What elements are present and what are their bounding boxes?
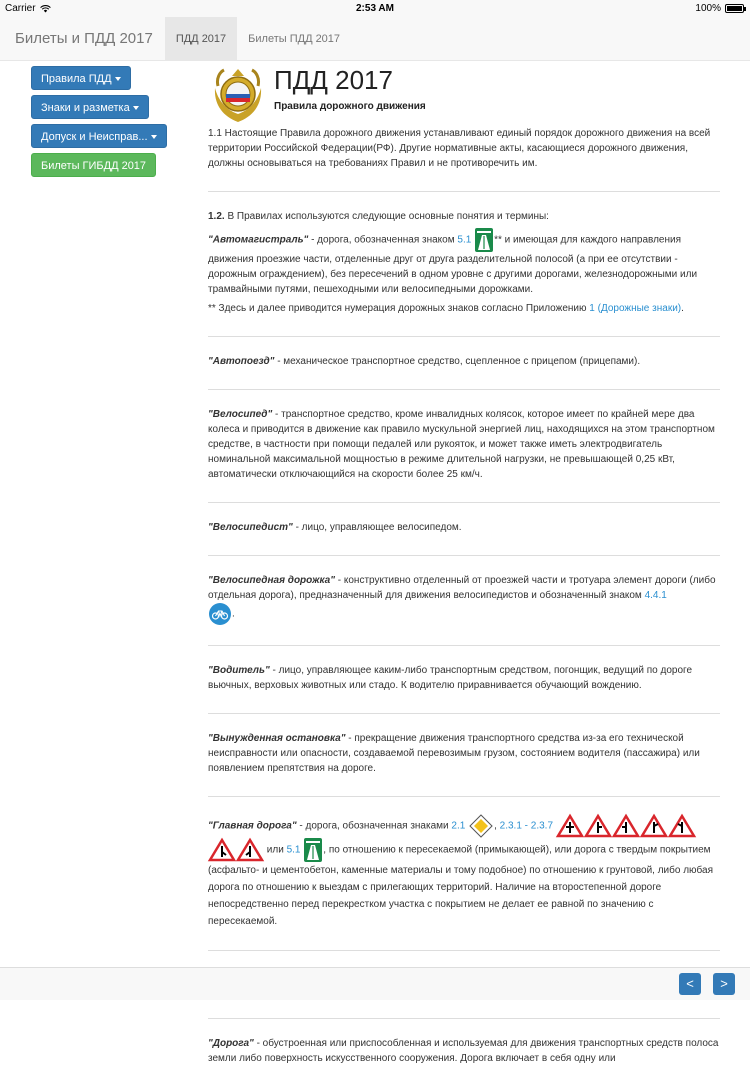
tab-pdd-2017[interactable]: ПДД 2017 bbox=[165, 17, 237, 61]
app-brand[interactable]: Билеты и ПДД 2017 bbox=[15, 30, 153, 47]
bicycle-sign-icon bbox=[209, 603, 231, 625]
carrier-label: Carrier bbox=[5, 3, 36, 14]
term-separator: , bbox=[494, 820, 500, 832]
bottom-toolbar bbox=[0, 967, 750, 1000]
term-avtomagistral: "Автомагистраль" bbox=[208, 234, 309, 246]
intersection-warning-sign-icon bbox=[557, 815, 583, 837]
term-definition: - механическое транспортное средство, сцепленное с прицепом (прицепами). bbox=[274, 356, 641, 367]
term-entry bbox=[208, 1036, 720, 1066]
footnote-text: ** Здесь и далее приводится нумерация дорожных знаков согласно Приложению bbox=[208, 303, 590, 314]
divider bbox=[208, 502, 720, 503]
term-entry bbox=[208, 407, 720, 482]
highway-sign-icon bbox=[475, 228, 493, 252]
sign-link-5-1[interactable]: 5.1 bbox=[457, 234, 472, 246]
battery-percent: 100% bbox=[695, 3, 721, 14]
main-road-sign-icon bbox=[469, 814, 493, 838]
term-title: "Велосипедист" bbox=[208, 522, 293, 533]
sidebar-signs-dropdown[interactable] bbox=[31, 95, 149, 119]
term-entry bbox=[208, 573, 720, 625]
term-title: "Автопоезд" bbox=[208, 356, 275, 367]
term-text: или bbox=[264, 844, 287, 856]
term-title: "Вынужденная остановка" bbox=[208, 733, 346, 744]
page-subtitle: Правила дорожного движения bbox=[274, 101, 426, 112]
sign-link-5-1[interactable]: 5.1 bbox=[286, 844, 301, 856]
top-navbar bbox=[0, 17, 750, 61]
term-definition: - дорога, обозначенная знаками bbox=[296, 820, 452, 832]
prev-page-button[interactable]: < bbox=[679, 973, 701, 995]
divider bbox=[208, 389, 720, 390]
page-title: ПДД 2017 bbox=[274, 65, 393, 95]
term-entry bbox=[208, 663, 720, 693]
term-definition: - обустроенная или приспособленная и используемая для движения транспортных средств полоса земли либо поверхность искусственного сооружения. Дорога включает в себя одну или bbox=[208, 1038, 719, 1064]
term-definition: - прекращение движения транспортного средства из-за его технической неисправности или опасности, создаваемой перевозимым грузом, состоянием водителя (пассажира) или появлением препятствия на дороге. bbox=[208, 733, 700, 774]
term-entry bbox=[208, 731, 720, 776]
caret-down-icon bbox=[133, 106, 139, 110]
term-title: "Велосипедная дорожка" bbox=[208, 575, 335, 586]
term-title: "Велосипед" bbox=[208, 409, 273, 420]
battery-status bbox=[695, 3, 744, 14]
divider bbox=[208, 645, 720, 646]
divider bbox=[208, 1018, 720, 1019]
caret-down-icon bbox=[151, 135, 157, 139]
sidebar-tickets-label: Билеты ГИБДД 2017 bbox=[41, 160, 147, 172]
section-number: 1.2. bbox=[208, 211, 225, 222]
sign-link-2-1[interactable]: 2.1 bbox=[451, 820, 466, 832]
main-content[interactable] bbox=[208, 62, 720, 1064]
sidebar-rules-label: Правила ПДД bbox=[41, 73, 112, 85]
intersection-warning-sign-icon bbox=[237, 839, 263, 861]
divider bbox=[208, 950, 720, 951]
divider bbox=[208, 555, 720, 556]
intersection-warning-sign-icon bbox=[613, 815, 639, 837]
traffic-police-emblem-icon bbox=[208, 66, 268, 124]
sidebar-admission-dropdown[interactable] bbox=[31, 124, 167, 148]
clock: 2:53 AM bbox=[356, 3, 394, 14]
term-entry bbox=[208, 814, 720, 930]
term-entry bbox=[208, 354, 720, 369]
tab-bilety-pdd-2017[interactable]: Билеты ПДД 2017 bbox=[248, 32, 341, 45]
sign-link-2-3[interactable]: 2.3.1 - 2.3.7 bbox=[499, 820, 554, 832]
term-title: "Дорога" bbox=[208, 1038, 254, 1049]
sidebar-tickets-button[interactable] bbox=[31, 153, 156, 177]
status-bar bbox=[0, 0, 750, 17]
sidebar-admission-label: Допуск и Неисправ... bbox=[41, 131, 148, 143]
intro-paragraph: 1.1 Настоящие Правила дорожного движения устанавливают единый порядок дорожного движения на всей территории Российской Федерации(РФ). Другие нормативные акты, касающиеся дорожного движения, должны основываться на требованиях Правил и не противоречить им. bbox=[208, 128, 711, 169]
term-definition-continued: , по отношению к пересекаемой (примыкающей), или дорога с твердым покрытием (асфальто- и цементобетон, каменные материалы и тому подобное) по отношению к грунтовой, либо любая дорога по отношению к выездам с прилегающих территорий. Наличие на второстепенной дороге непосредственно перед перекрестком участка с покрытием не делает ее равной по значению с пересекаемой. bbox=[208, 844, 714, 927]
sidebar-rules-dropdown[interactable] bbox=[31, 66, 131, 90]
footnote-end: . bbox=[681, 303, 684, 314]
page-header bbox=[208, 62, 720, 124]
term-text-continued: ** и имеющая для каждого направления движения проезжие части, отделенные друг от друга разделительной полосой (а при ее отсутствии - дорожным ограждением), без пересечений в одном уровне с другими дорогами, железнодорожными или трамвайными путями, пешеходными или велосипедными дорожками. bbox=[208, 234, 698, 295]
intersection-warning-sign-icon bbox=[669, 815, 695, 837]
divider bbox=[208, 796, 720, 797]
sidebar-signs-label: Знаки и разметка bbox=[41, 102, 130, 114]
battery-icon bbox=[725, 4, 744, 13]
next-page-button[interactable]: > bbox=[713, 973, 735, 995]
term-text: - дорога, обозначенная знаком bbox=[308, 234, 458, 246]
term-title: "Водитель" bbox=[208, 665, 270, 676]
intersection-warning-sign-icon bbox=[585, 815, 611, 837]
highway-sign-icon bbox=[304, 838, 322, 862]
term-definition: - лицо, управляющее велосипедом. bbox=[292, 522, 462, 533]
term-end: . bbox=[232, 608, 235, 620]
section-1-2 bbox=[208, 209, 720, 316]
appendix-link[interactable]: 1 (Дорожные знаки) bbox=[589, 303, 682, 314]
sidebar bbox=[31, 66, 181, 182]
divider bbox=[208, 191, 720, 192]
section-lead: В Правилах используются следующие основные понятия и термины: bbox=[224, 211, 549, 222]
divider bbox=[208, 713, 720, 714]
caret-down-icon bbox=[115, 77, 121, 81]
term-definition: - транспортное средство, кроме инвалидных колясок, которое имеет по крайней мере два колеса и приводится в движение как правило мускульной энергией лиц, находящихся на этом транспортном средстве, в частности при помощи педалей или рукояток, и может также иметь электродвигатель номинальной максимальной мощностью в режиме длительной нагрузки, не превышающей 0,25 кВт, автоматически отключающийся на скорости более 25 км/ч. bbox=[208, 409, 715, 480]
intersection-warning-sign-icon bbox=[209, 839, 235, 861]
sign-link-4-4-1[interactable]: 4.4.1 bbox=[644, 590, 667, 601]
term-definition: - конструктивно отделенный от проезжей части и тротуара элемент дороги (либо отдельная дорога), предназначенный для движения велосипедистов и обозначенный знаком bbox=[208, 575, 716, 601]
intersection-warning-sign-icon bbox=[641, 815, 667, 837]
term-definition: - лицо, управляющее каким-либо транспортным средством, погонщик, ведущий по дороге вьючных, верховых животных или стадо. К водителю приравнивается обучающий вождению. bbox=[208, 665, 693, 691]
term-title: "Главная дорога" bbox=[208, 820, 297, 832]
divider bbox=[208, 336, 720, 337]
term-entry bbox=[208, 520, 720, 535]
